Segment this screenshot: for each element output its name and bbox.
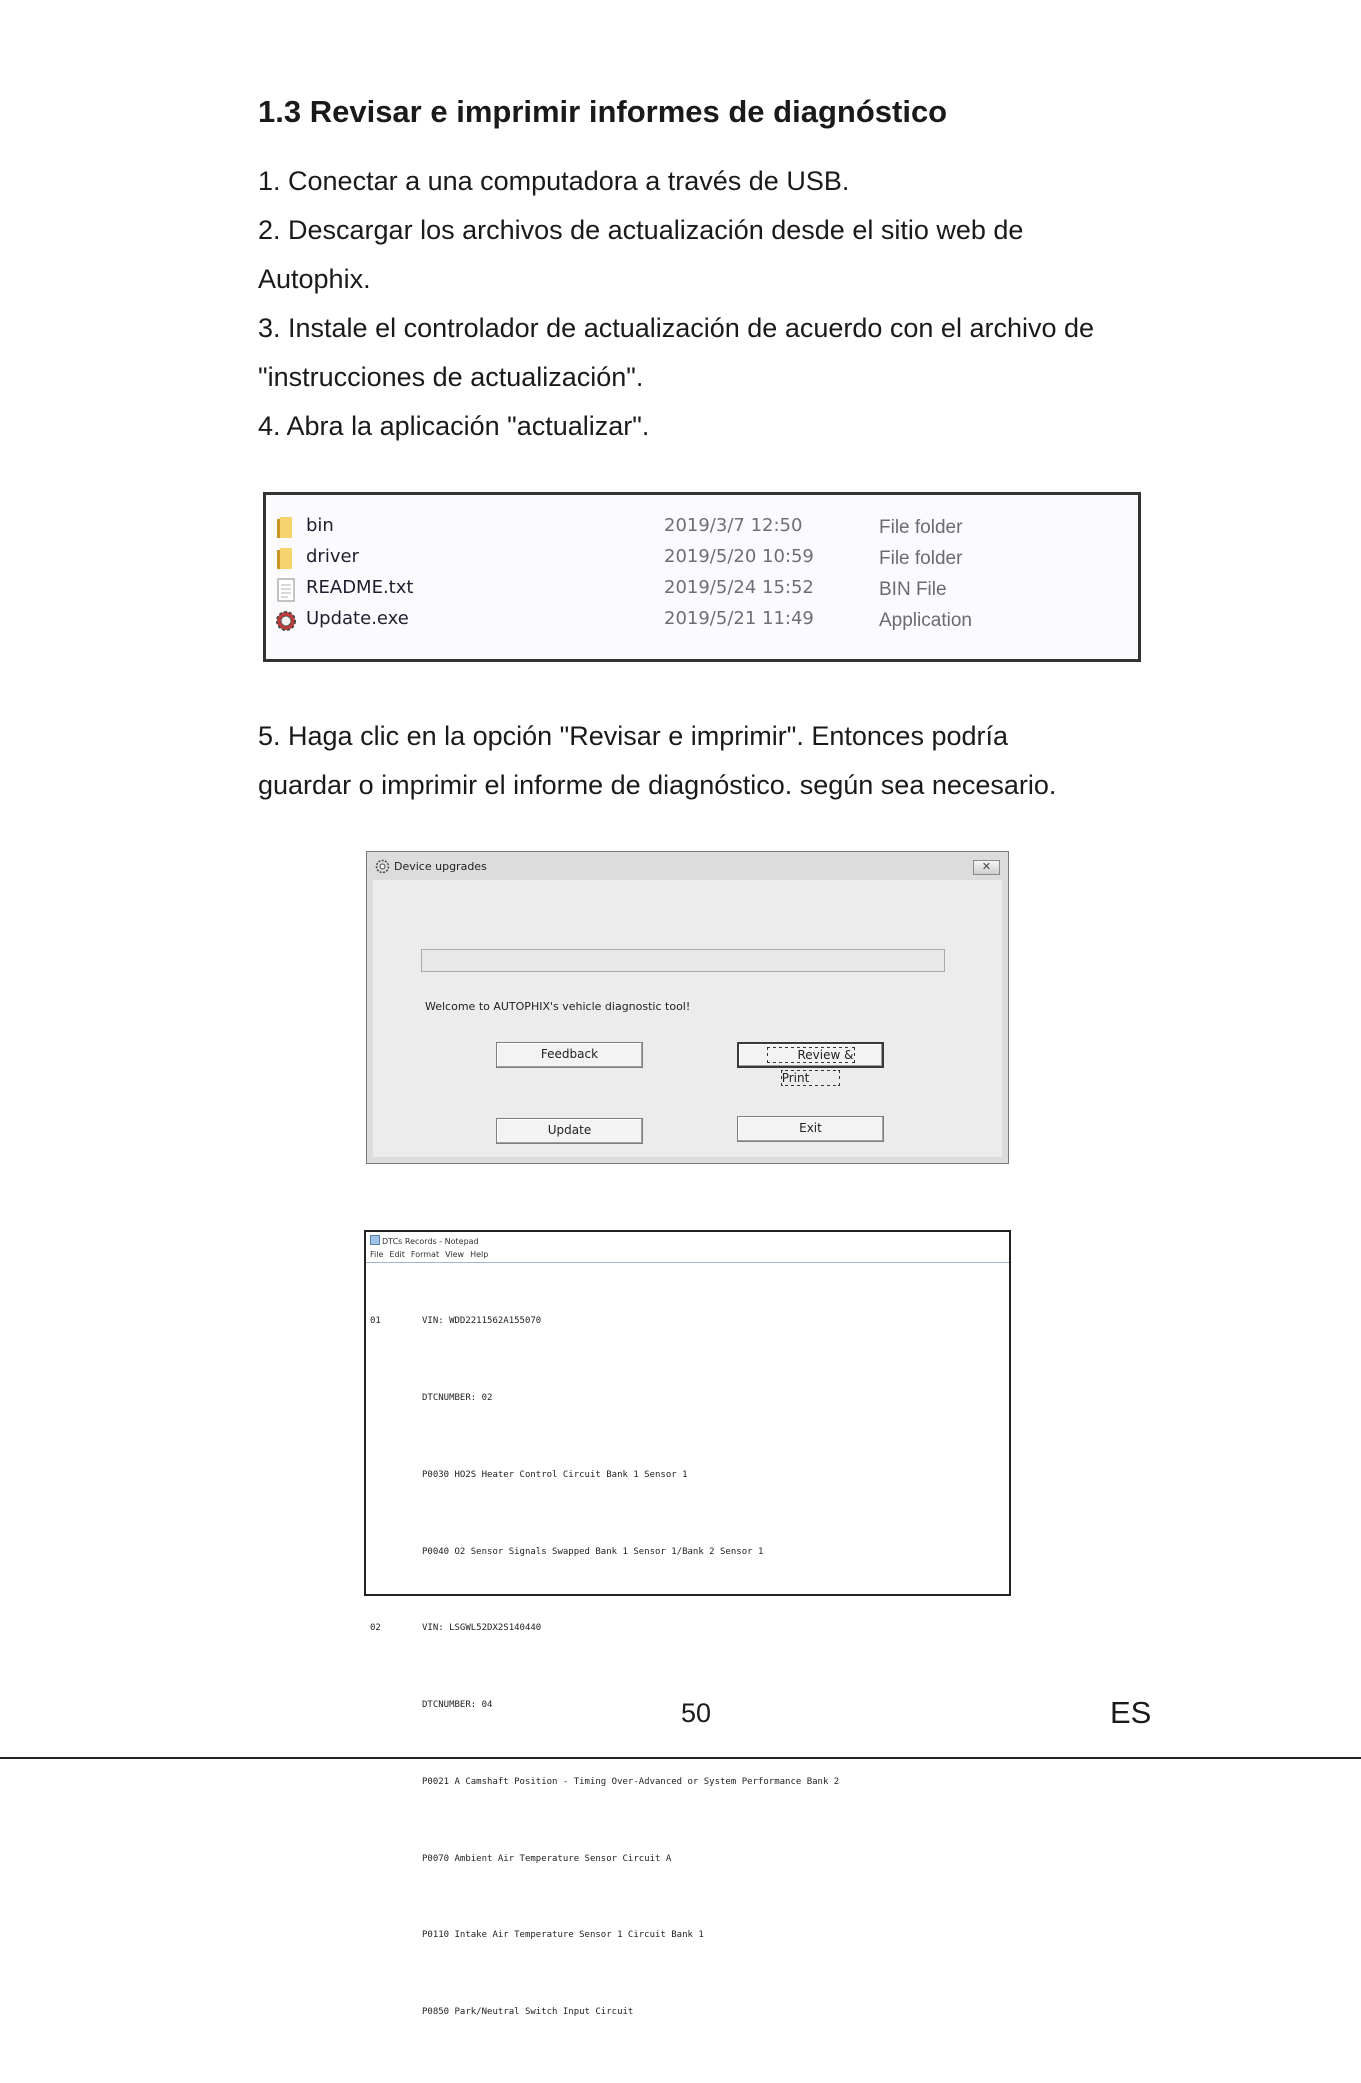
file-date: 2019/5/24 15:52 [664,577,814,598]
file-name: bin [306,515,334,536]
text-line [370,1699,493,1725]
text-line [370,1469,688,1495]
record-text: P0021 A Camshaft Position - Timing Over-Advanced or System Performance Bank 2 [422,1776,840,1787]
menu-file[interactable]: File [370,1250,384,1259]
update-button[interactable]: Update [496,1118,643,1144]
notepad-window [364,1230,1011,2018]
record-text: VIN: WDD2211562A155070 [422,1316,542,1327]
page-number: 50 [681,1698,712,1728]
feedback-button[interactable]: Feedback [496,1042,643,1068]
notepad-icon [370,1235,380,1245]
notepad-menubar [370,1250,494,1259]
window-title: Device upgrades [394,860,487,873]
step-5 [258,712,1056,810]
file-type: BIN File [879,579,947,600]
file-name: README.txt [306,577,414,598]
text-line [370,1392,493,1418]
menu-view[interactable]: View [445,1250,465,1259]
record-text: DTCNUMBER: 04 [422,1700,493,1711]
record-number: 01 [370,1316,381,1327]
menu-help[interactable]: Help [470,1250,489,1259]
step-line: 2. Descargar los archivos de actualización desde el sitio web de [258,215,1024,245]
record-text: P0850 Park/Neutral Switch Input Circuit [422,2007,634,2018]
record-text: P0040 O2 Sensor Signals Swapped Bank 1 Sensor 1/Bank 2 Sensor 1 [422,1546,764,1557]
record-text: P0110 Intake Air Temperature Sensor 1 Circuit Bank 1 [422,1930,704,1941]
file-name: Update.exe [306,608,409,629]
exit-button[interactable]: Exit [737,1116,884,1142]
file-name: driver [306,546,359,567]
file-type: Application [879,610,972,631]
record-number: 02 [370,1623,381,1634]
menu-divider [366,1262,1009,1263]
language-code: ES [1110,1695,1152,1730]
notepad-text-area[interactable] [370,1264,840,2083]
notepad-title: DTCs Records - Notepad [382,1237,479,1246]
text-line [370,1776,840,1802]
gear-app-icon [275,609,297,633]
step-line: 3. Instale el controlador de actualización de acuerdo con el archivo de [258,313,1095,343]
folder-icon [275,516,297,540]
text-line [370,1929,704,1955]
window-titlebar [367,852,1008,880]
gear-icon [375,859,390,874]
file-type: File folder [879,548,963,569]
close-button[interactable]: ✕ [973,860,1000,875]
file-row-update-exe[interactable] [266,608,1138,638]
record-text: P0030 HO2S Heater Control Circuit Bank 1 Sensor 1 [422,1469,688,1480]
text-line [370,1853,672,1879]
step-line: guardar o imprimir el informe de diagnóstico. según sea necesario. [258,770,1057,800]
step-line: 4. Abra la aplicación "actualizar". [258,411,650,441]
review-print-label: Review & Print [768,1048,854,1085]
file-row-driver[interactable] [266,546,1138,576]
menu-format[interactable]: Format [410,1250,440,1259]
record-text: P0070 Ambient Air Temperature Sensor Circuit A [422,1853,672,1864]
step-line: 1. Conectar a una computadora a través de USB. [258,166,850,196]
review-print-button[interactable] [737,1042,884,1085]
text-file-icon [275,578,297,602]
file-row-readme[interactable] [266,577,1138,607]
welcome-text: Welcome to AUTOPHIX's vehicle diagnostic tool! [425,1000,691,1013]
file-type: File folder [879,517,963,538]
steps-1-to-4 [258,157,1094,451]
file-date: 2019/3/7 12:50 [664,515,803,536]
file-row-bin[interactable] [266,515,1138,545]
folder-icon [275,547,297,571]
record-text: VIN: LSGWL52DX2S140440 [422,1623,542,1634]
progress-bar [421,949,945,972]
notepad-titlebar [370,1235,479,1246]
step-line: Autophix. [258,264,371,294]
window-body [373,880,1002,1157]
text-line [370,1546,764,1572]
text-line [370,1315,542,1341]
file-date: 2019/5/21 11:49 [664,608,814,629]
file-listing-screenshot [263,492,1141,662]
text-line [370,1622,542,1648]
bottom-divider [0,1757,1361,1759]
step-line: "instrucciones de actualización". [258,362,644,392]
section-heading: 1.3 Revisar e imprimir informes de diagnóstico [258,94,948,129]
device-upgrades-window [366,851,1009,1164]
menu-edit[interactable]: Edit [389,1250,405,1259]
file-date: 2019/5/20 10:59 [664,546,814,567]
record-text: DTCNUMBER: 02 [422,1392,493,1403]
step-line: 5. Haga clic en la opción "Revisar e imprimir". Entonces podría [258,721,1009,751]
text-line [370,2006,634,2032]
